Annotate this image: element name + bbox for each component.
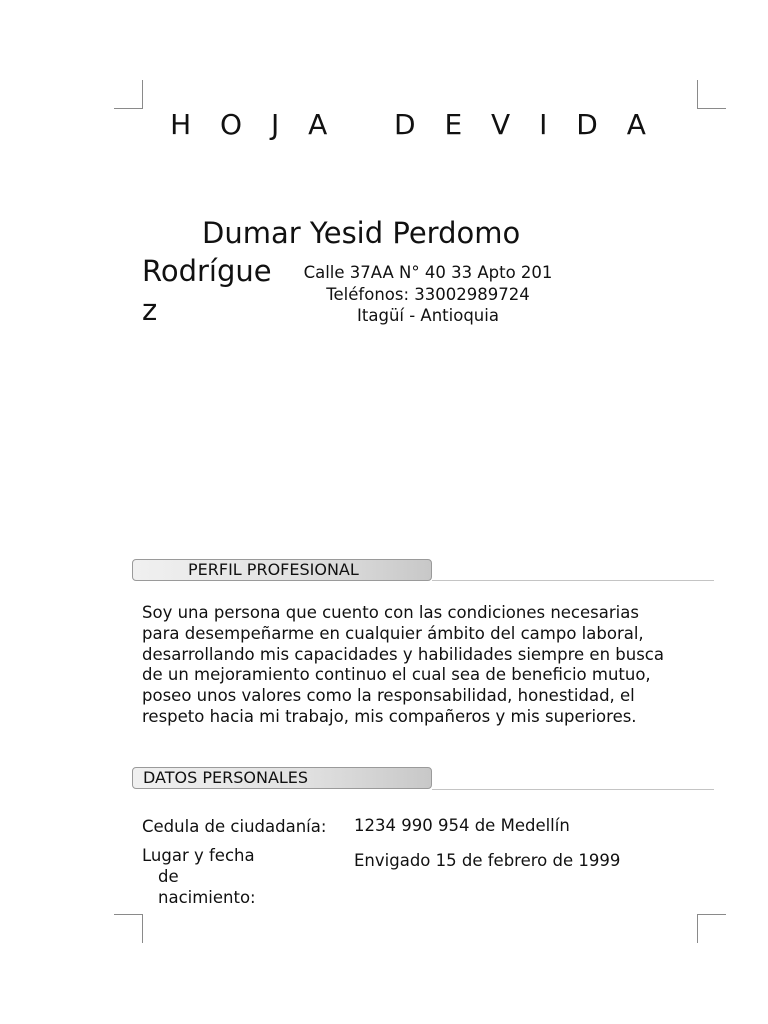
profile-line: desarrollando mis capacidades y habilidades siempre en busca <box>142 644 664 664</box>
field-label-birth-line: de <box>158 867 179 886</box>
contact-block <box>288 262 568 327</box>
section-heading-datos: DATOS PERSONALES <box>132 767 432 789</box>
applicant-name-line-2: Rodrígue <box>142 254 272 288</box>
crop-mark-top-right <box>697 80 726 109</box>
applicant-name-line-1: Dumar Yesid Perdomo <box>202 216 521 250</box>
field-label-birth-line: nacimiento: <box>158 888 256 907</box>
section-rule-perfil <box>432 580 714 581</box>
crop-mark-bottom-left <box>114 914 143 943</box>
applicant-name-line-3: z <box>142 293 158 327</box>
section-rule-datos <box>432 789 714 790</box>
profile-line: de un mejoramiento continuo el cual sea de beneficio mutuo, <box>142 665 651 685</box>
document-title: H O J A D E V I D A <box>170 108 656 141</box>
profile-line: Soy una persona que cuento con las condiciones necesarias <box>142 603 639 622</box>
section-heading-perfil: PERFIL PROFESIONAL <box>132 559 432 581</box>
phone-line: Teléfonos: 33002989724 <box>326 284 530 304</box>
field-value-cedula: 1234 990 954 de Medellín <box>354 816 570 835</box>
profile-line: para desempeñarme en cualquier ámbito del campo laboral, <box>142 623 644 643</box>
profile-paragraph <box>142 603 702 728</box>
field-value-birth: Envigado 15 de febrero de 1999 <box>354 851 621 870</box>
address-line: Calle 37AA N° 40 33 Apto 201 <box>303 263 553 282</box>
field-label-cedula: Cedula de ciudadanía: <box>142 817 327 836</box>
profile-line: respeto hacia mi trabajo, mis compañeros y mis superiores. <box>142 706 637 726</box>
field-label-birth <box>142 845 256 908</box>
field-label-birth-line: Lugar y fecha <box>142 846 255 865</box>
profile-line: poseo unos valores como la responsabilidad, honestidad, el <box>142 686 635 706</box>
city-line: Itagüí - Antioquia <box>357 306 499 325</box>
crop-mark-top-left <box>114 80 143 109</box>
crop-mark-bottom-right <box>697 914 726 943</box>
